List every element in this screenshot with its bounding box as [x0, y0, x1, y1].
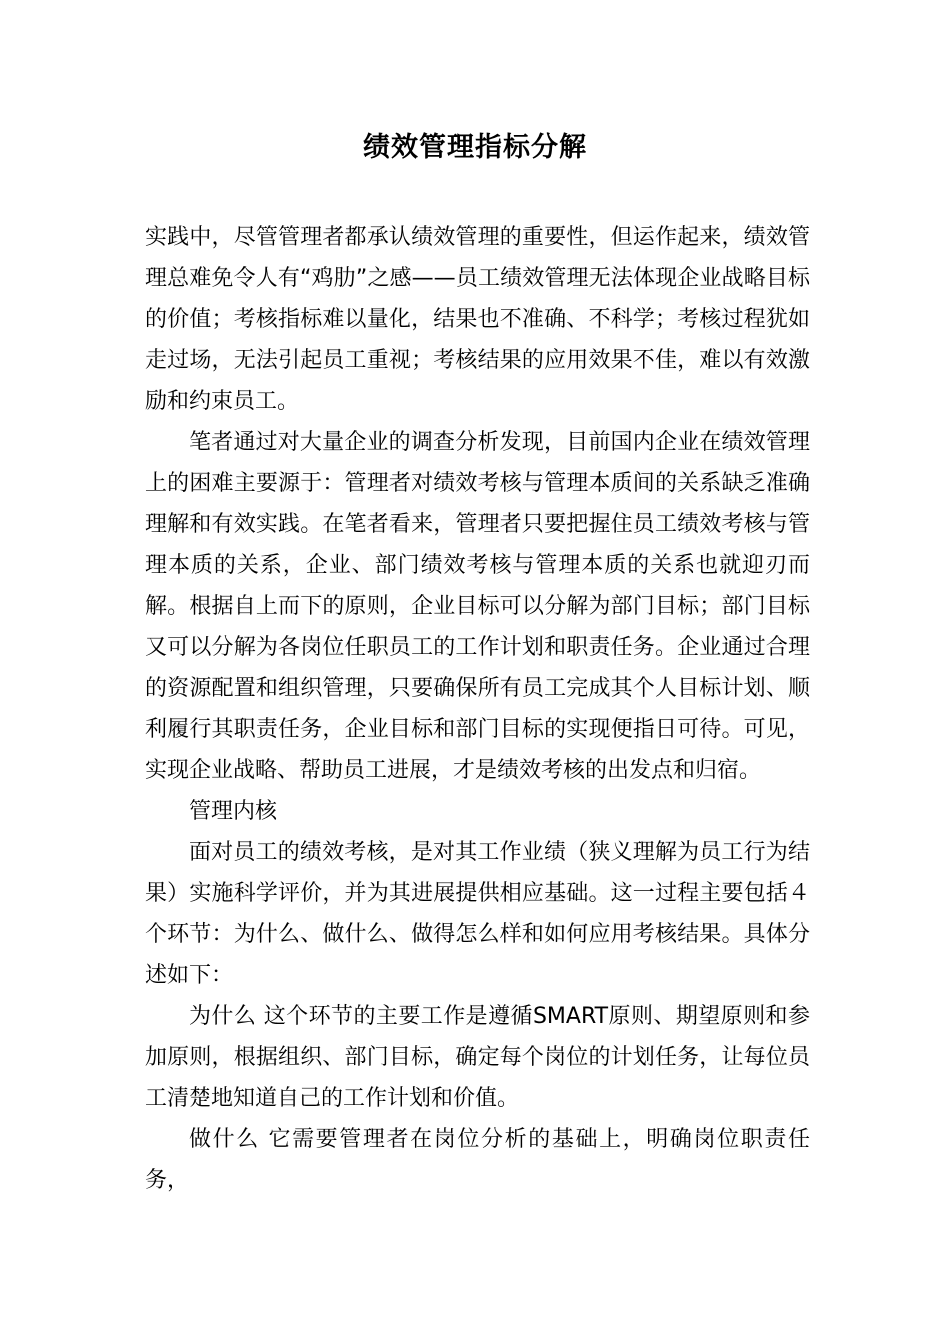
paragraph-four-steps: 面对员工的绩效考核，是对其工作业绩（狭义理解为员工行为结果）实施科学评价，并为其进展提供相应基础。这一过程主要包括４个环节：为什么、做什么、做得怎么样和如何应用考核结果。具体分述如下：	[145, 840, 810, 988]
paragraph-what: 做什么 它需要管理者在岗位分析的基础上，明确岗位职责任务，	[145, 1127, 810, 1193]
paragraph-why: 为什么 这个环节的主要工作是遵循SMART原则、期望原则和参加原则，根据组织、部门目标，确定每个岗位的计划任务，让每位员工清楚地知道自己的工作计划和价值。	[145, 1004, 810, 1111]
section-heading-management-core: 管理内核	[189, 799, 278, 824]
paragraph-analysis: 笔者通过对大量企业的调查分析发现，目前国内企业在绩效管理上的困难主要源于：管理者对绩效考核与管理本质间的关系缺乏准确理解和有效实践。在笔者看来，管理者只要把握住员工绩效考核与管理本质的关系，企业、部门绩效考核与管理本质的关系也就迎刃而解。根据自上而下的原则，企业目标可以分解为部门目标；部门目标又可以分解为各岗位任职员工的工作计划和职责任务。企业通过合理的资源配置和组织管理，只要确保所有员工完成其个人目标计划、顺利履行其职责任务，企业目标和部门目标的实现便指日可待。可见，实现企业战略、帮助员工进展，才是绩效考核的出发点和归宿。	[145, 430, 810, 783]
document-body	[145, 217, 810, 1201]
paragraph-intro: 实践中，尽管管理者都承认绩效管理的重要性，但运作起来，绩效管理总难免令人有“鸡肋”之感——员工绩效管理无法体现企业战略目标的价值；考核指标难以量化，结果也不准确、不科学；考核过程犹如走过场，无法引起员工重视；考核结果的应用效果不佳，难以有效激励和约束员工。	[145, 225, 810, 414]
document-title: 绩效管理指标分解	[363, 132, 587, 163]
